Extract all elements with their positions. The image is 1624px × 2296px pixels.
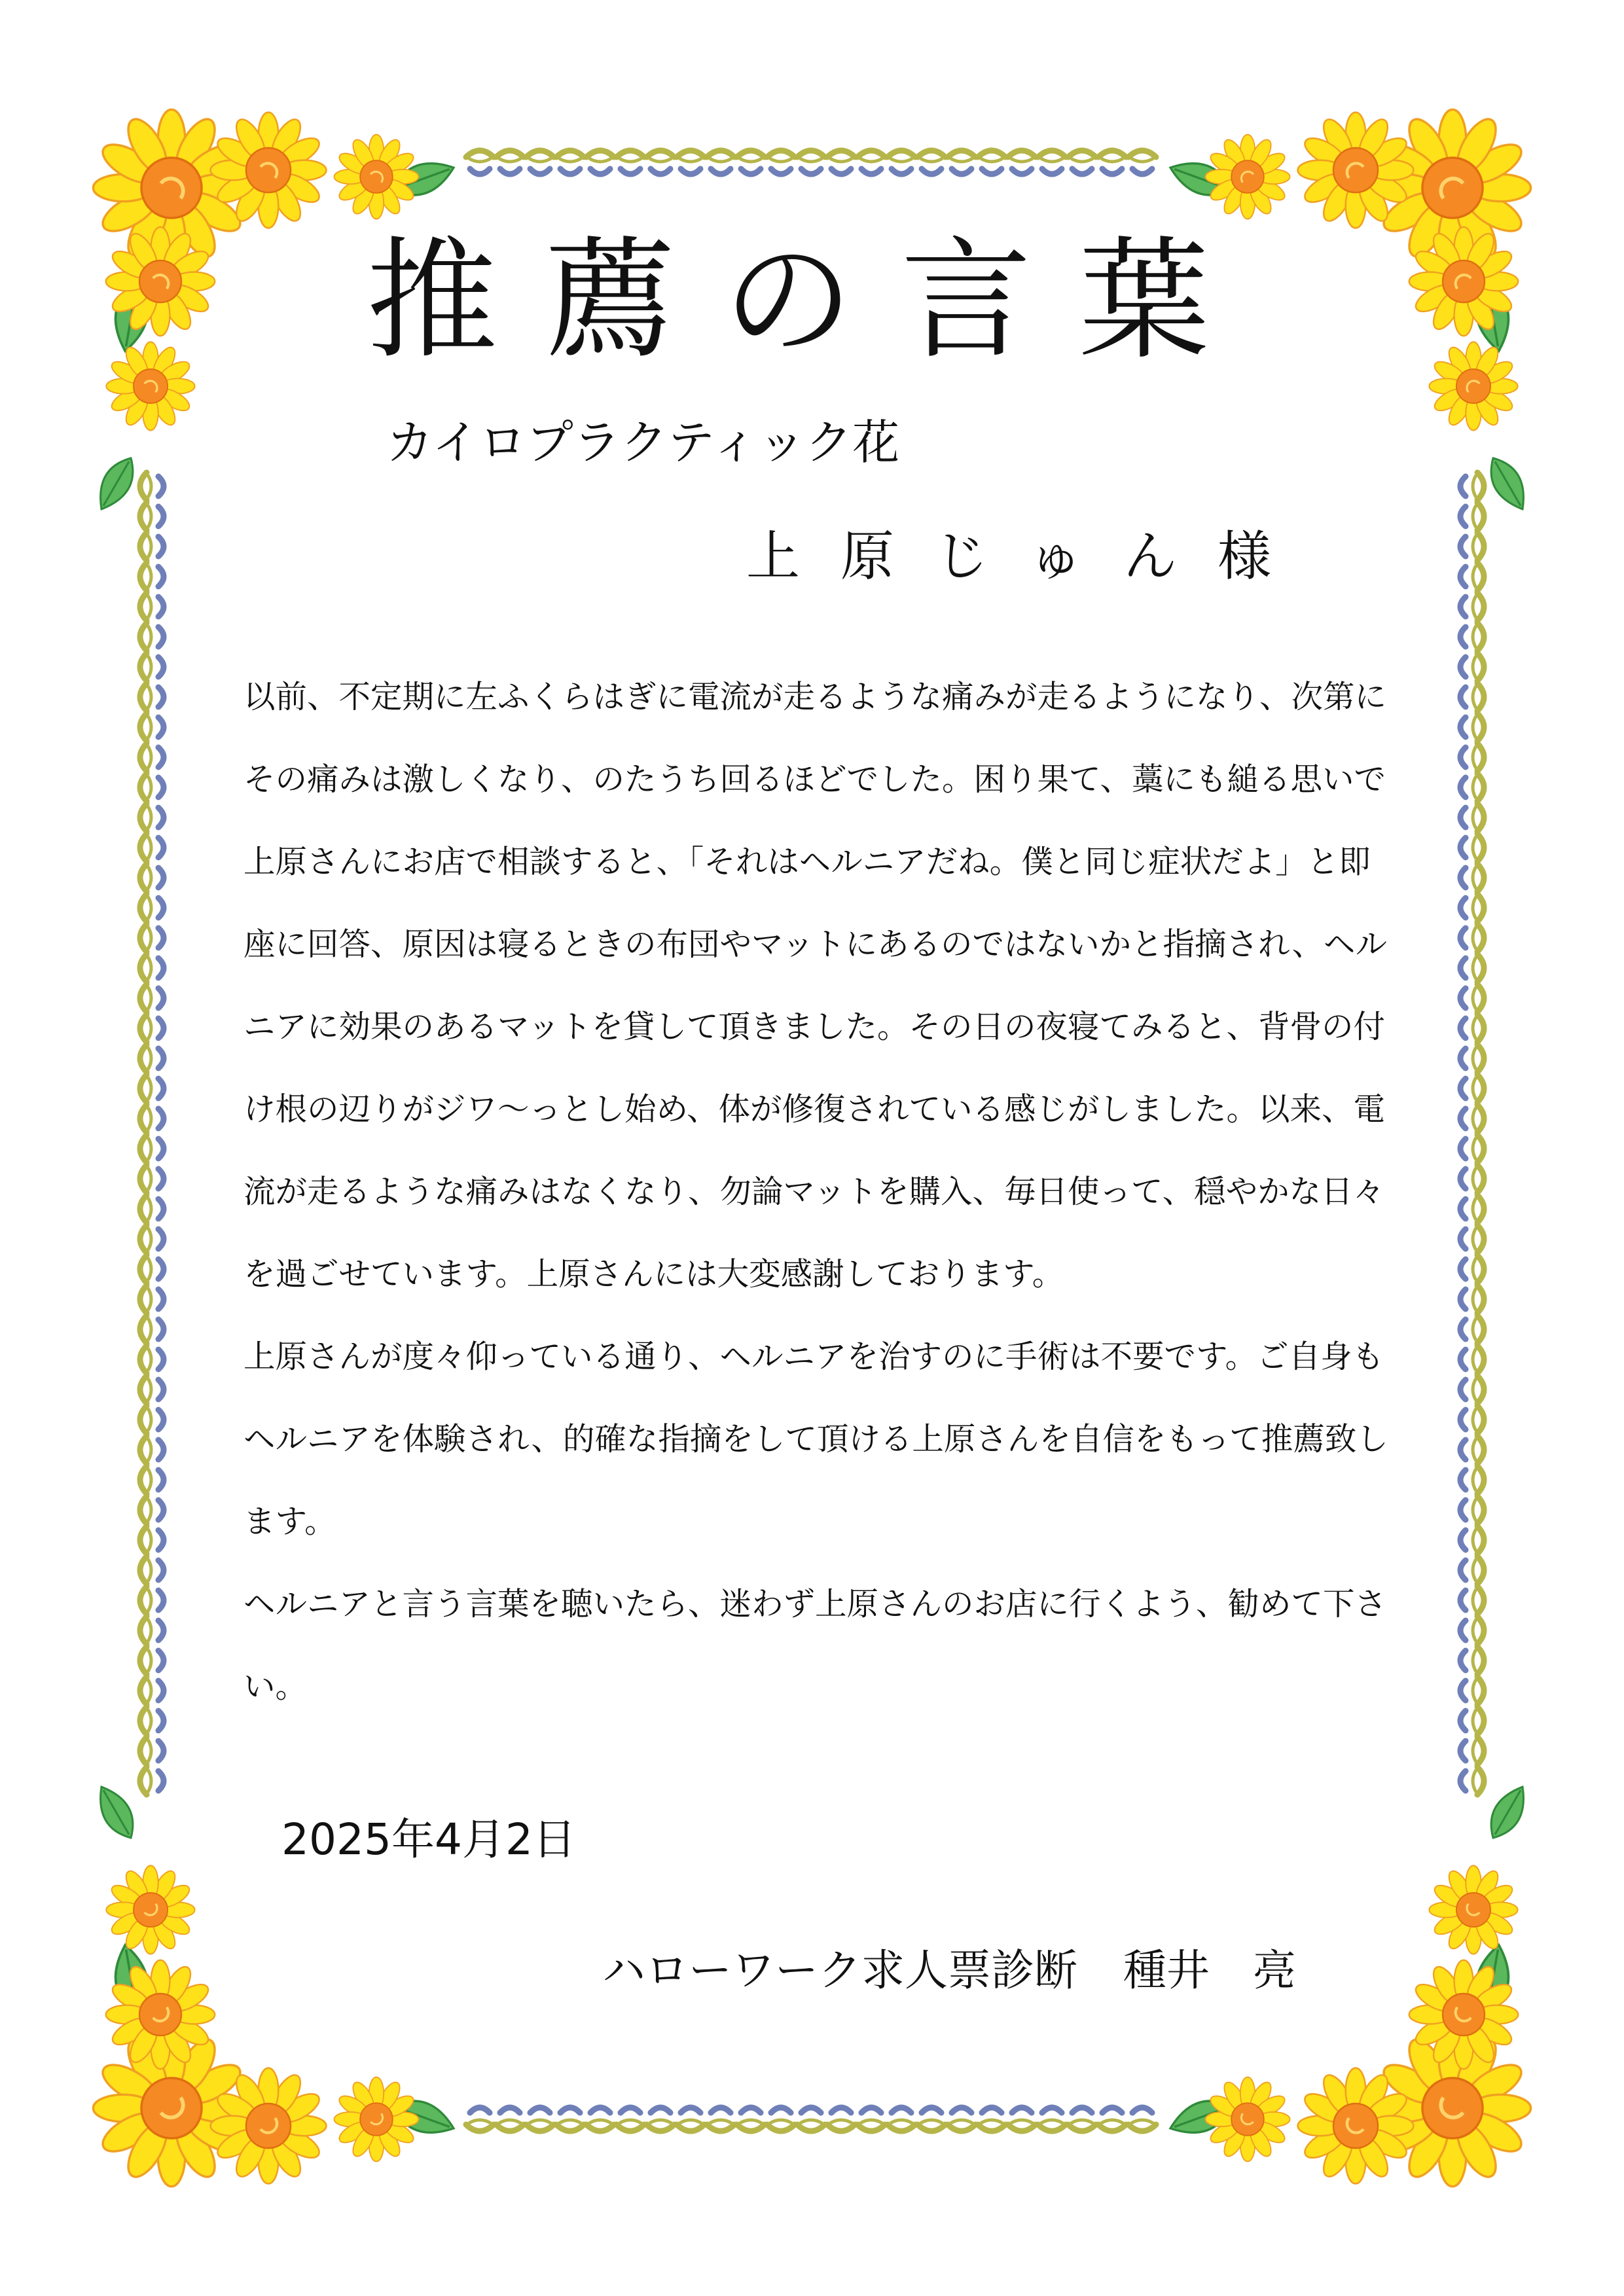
sunflower-icon — [1429, 1865, 1517, 1954]
shop-name: カイロプラクティック花 — [386, 415, 900, 470]
signer-organization: ハローワーク求人票診断 — [602, 1945, 1077, 1996]
body-paragraph: 以前、不定期に左ふくらはぎに電流が走るような痛みが走るようになり、次第にその痛みは激しくなり、のたうち回るほどでした。困り果て、藁にも縋る思いで上原さんにお店で相談すると、「それはヘルニアだね。僕と同じ症状だよ」と即座に回答、原因は寝るときの布団やマットにあるのではないかと指摘され、ヘルニアに効果のあるマットを貸して頂きました。その日の夜寝てみると、背骨の付け根の辺りがジワ〜っとし始め、体が修復されている感じがしました。以来、電流が走るような痛みはなくなり、勿論マットを購入、毎日使って、穏やかな日々を過ごせています。上原さんには大変感謝しております。 — [244, 679, 1387, 1293]
sunflower-icon — [106, 1865, 194, 1954]
sunflower-icon — [1206, 2077, 1290, 2162]
leaf-icon — [90, 1780, 143, 1844]
recommendation-body — [244, 656, 1396, 1728]
bottom-chain-border — [466, 2108, 1156, 2131]
letter-date: 2025年4月2日 — [281, 1814, 576, 1865]
sunflower-icon — [106, 342, 194, 430]
top-chain-border — [466, 151, 1156, 174]
leaf-icon — [1482, 1780, 1534, 1844]
recipient-name: 上原じゅん様 — [746, 526, 1312, 588]
document-title: 推薦の言葉 — [367, 224, 1257, 377]
sunflower-icon — [1206, 135, 1290, 219]
leaf-icon — [1482, 452, 1534, 516]
signer-name: 種井 亮 — [1123, 1945, 1296, 1996]
leaf-icon — [90, 452, 143, 516]
sunflower-icon — [1429, 342, 1517, 430]
left-chain-border — [140, 473, 164, 1795]
right-chain-border — [1460, 473, 1484, 1795]
signature-line — [602, 1945, 1296, 1996]
body-paragraph: 上原さんが度々仰っている通り、ヘルニアを治すのに手術は不要です。ご自身もヘルニアを体験され、的確な指摘をして頂ける上原さんを自信をもって推薦致します。 — [244, 1338, 1388, 1540]
sunflower-icon — [334, 2077, 419, 2162]
body-paragraph: ヘルニアと言う言葉を聴いたら、迷わず上原さんのお店に行くよう、勧めて下さい。 — [244, 1586, 1387, 1705]
sunflower-icon — [334, 135, 419, 219]
